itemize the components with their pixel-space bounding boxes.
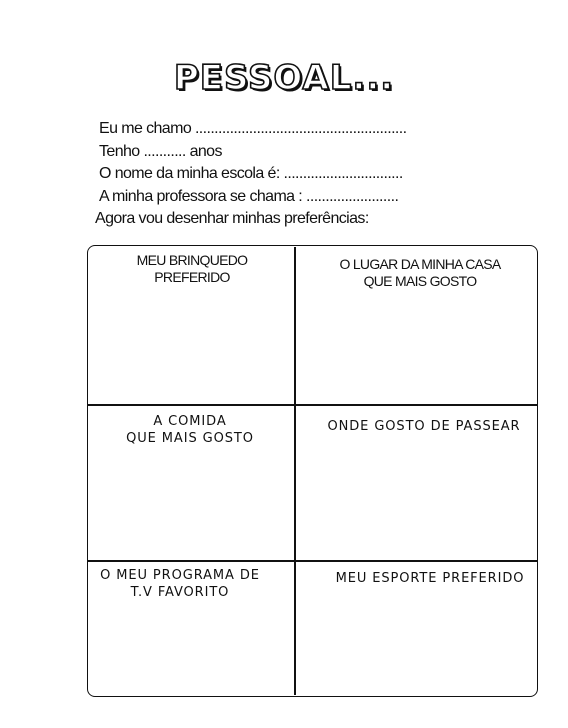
box-favorite-room-label: O LUGAR DA MINHA CASA QUE MAIS GOSTO <box>339 256 501 289</box>
preferences-intro: Agora vou desenhar minhas preferências: <box>95 210 369 227</box>
teacher-line: A minha professora se chama : ........................ <box>99 187 399 205</box>
grid-horizontal-divider <box>88 404 537 406</box>
grid-horizontal-divider <box>88 560 537 562</box>
box-favorite-tv-show-label: O MEU PROGRAMA DE T.V FAVORITO <box>100 568 260 600</box>
page-title: PESSOAL... <box>173 58 395 98</box>
age-line: Tenho ........... anos <box>99 142 222 160</box>
personal-info-section <box>95 118 407 231</box>
box-favorite-food-label: A COMIDA QUE MAIS GOSTO <box>126 414 254 446</box>
box-favorite-toy-label: MEU BRINQUEDO PREFERIDO <box>136 252 248 285</box>
grid-vertical-divider <box>294 247 296 695</box>
box-favorite-outing-label: ONDE GOSTO DE PASSEAR <box>327 419 521 434</box>
box-favorite-sport-label: MEU ESPORTE PREFERIDO <box>335 571 525 586</box>
drawing-grid <box>87 245 538 697</box>
name-line: Eu me chamo ....................................................... <box>99 120 407 137</box>
school-line: O nome da minha escola é: ............................... <box>99 165 403 182</box>
